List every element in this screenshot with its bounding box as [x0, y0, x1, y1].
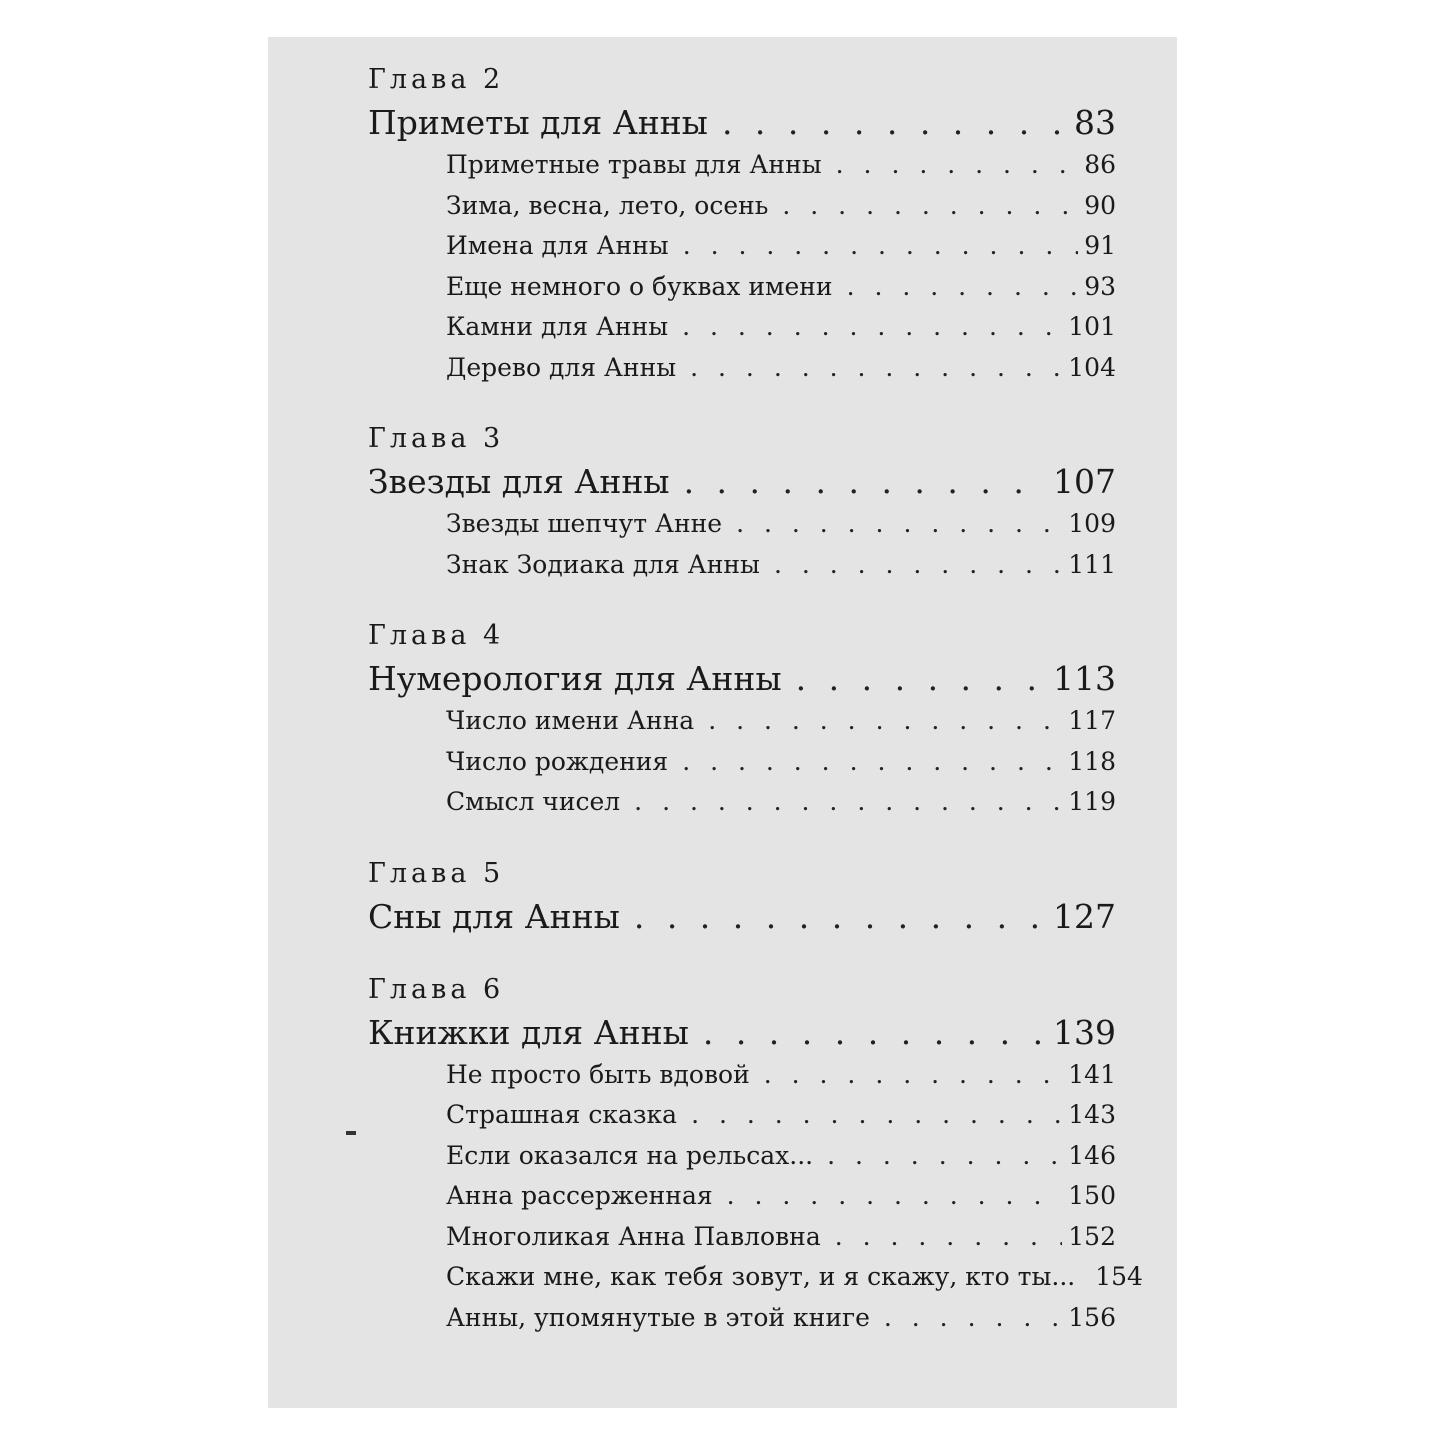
dot-leader — [684, 460, 1047, 504]
section-title: Если оказался на рельсах... — [446, 1140, 814, 1170]
section-entry — [368, 504, 1116, 545]
section-entry — [368, 267, 1116, 308]
section-title: Знак Зодиака для Анны — [446, 549, 760, 579]
chapter-label: Глава 6 — [368, 973, 505, 1005]
dot-leader — [827, 1136, 1062, 1177]
section-title: Не просто быть вдовой — [446, 1059, 750, 1089]
chapter-page-number: 139 — [1053, 1012, 1116, 1052]
toc-chapter — [368, 422, 1116, 585]
section-page-number: 118 — [1068, 746, 1116, 776]
print-mark — [346, 1131, 356, 1135]
chapter-page-number: 113 — [1053, 659, 1116, 698]
section-title: Число имени Анна — [446, 706, 695, 735]
section-title: Дерево для Анны — [446, 352, 677, 382]
chapter-title: Звезды для Анны — [368, 462, 670, 501]
section-title: Скажи мне, как тебя зовут, и я скажу, кто ты... — [446, 1262, 1076, 1291]
dot-leader — [764, 1055, 1063, 1096]
dot-leader — [634, 782, 1062, 823]
section-entry — [368, 1055, 1116, 1096]
chapter-page-number: 83 — [1074, 103, 1116, 142]
chapter-page-number: 127 — [1053, 896, 1116, 936]
section-page-number: 101 — [1068, 312, 1116, 341]
dot-leader — [835, 1217, 1063, 1258]
section-entry — [368, 226, 1116, 267]
section-entry — [368, 545, 1116, 586]
dot-leader — [836, 145, 1079, 186]
toc-chapter — [368, 619, 1116, 823]
section-page-number: 154 — [1095, 1262, 1143, 1291]
chapter-entry — [368, 657, 1116, 701]
section-entry — [368, 348, 1116, 389]
section-page-number: 86 — [1084, 150, 1116, 179]
chapter-label: Глава 2 — [368, 64, 505, 95]
section-title: Приметные травы для Анны — [446, 150, 822, 179]
dot-leader — [691, 1095, 1062, 1136]
chapter-entry — [368, 101, 1116, 145]
chapter-title: Нумерология для Анны — [368, 659, 782, 698]
dot-leader — [682, 742, 1062, 783]
dot-leader — [682, 307, 1062, 348]
section-entry — [368, 1298, 1116, 1339]
section-page-number: 152 — [1068, 1221, 1116, 1251]
dot-leader — [708, 701, 1062, 742]
section-entry — [368, 1257, 1143, 1298]
dot-leader — [722, 101, 1068, 145]
chapter-label: Глава 4 — [368, 620, 505, 651]
section-entry — [368, 1217, 1116, 1258]
section-entry — [368, 307, 1116, 348]
dot-leader — [782, 186, 1078, 227]
section-title: Число рождения — [446, 746, 669, 776]
section-title: Зима, весна, лето, осень — [446, 190, 769, 220]
section-title: Анны, упомянутые в этой книге — [446, 1302, 870, 1332]
section-entry — [368, 782, 1116, 823]
dot-leader — [774, 545, 1062, 586]
section-title: Еще немного о буквах имени — [446, 271, 833, 301]
section-title: Имена для Анны — [446, 231, 669, 260]
section-page-number: 117 — [1068, 706, 1116, 735]
dot-leader — [683, 226, 1078, 267]
chapter-title: Книжки для Анны — [368, 1012, 689, 1052]
dot-leader — [847, 267, 1079, 308]
chapter-entry — [368, 460, 1116, 504]
section-title: Камни для Анны — [446, 312, 669, 341]
dot-leader — [736, 504, 1062, 545]
section-entry — [368, 1176, 1116, 1217]
section-entry — [368, 701, 1116, 742]
section-entry — [368, 186, 1116, 227]
table-of-contents — [368, 63, 1143, 1372]
section-title: Многоликая Анна Павловна — [446, 1221, 821, 1251]
chapter-entry — [368, 895, 1116, 939]
chapter-page-number: 107 — [1053, 462, 1116, 501]
section-title: Анна рассерженная — [446, 1181, 713, 1210]
chapter-label: Глава 3 — [368, 423, 505, 454]
section-page-number: 91 — [1084, 231, 1116, 260]
section-page-number: 156 — [1068, 1302, 1116, 1332]
section-page-number: 109 — [1068, 509, 1116, 538]
section-page-number: 90 — [1084, 190, 1116, 220]
section-title: Страшная сказка — [446, 1100, 678, 1129]
section-page-number: 143 — [1068, 1100, 1116, 1129]
section-page-number: 104 — [1068, 352, 1116, 382]
toc-chapter — [368, 857, 1116, 939]
section-entry — [368, 145, 1116, 186]
section-entry — [368, 1095, 1116, 1136]
section-title: Звезды шепчут Анне — [446, 509, 723, 538]
chapter-label: Глава 5 — [368, 857, 505, 889]
chapter-title: Приметы для Анны — [368, 103, 708, 142]
section-entry — [368, 742, 1116, 783]
dot-leader — [796, 657, 1047, 701]
section-page-number: 150 — [1068, 1181, 1116, 1210]
dot-leader — [703, 1011, 1047, 1055]
chapter-entry — [368, 1011, 1116, 1055]
section-page-number: 146 — [1068, 1140, 1116, 1170]
dot-leader — [727, 1176, 1063, 1217]
dot-leader — [634, 895, 1047, 939]
section-page-number: 111 — [1068, 549, 1116, 579]
dot-leader — [884, 1298, 1062, 1339]
book-page — [268, 37, 1177, 1408]
section-entry — [368, 1136, 1116, 1177]
section-page-number: 93 — [1084, 271, 1116, 301]
section-page-number: 119 — [1068, 787, 1116, 816]
dot-leader — [690, 348, 1062, 389]
toc-chapter — [368, 63, 1116, 388]
section-title: Смысл чисел — [446, 787, 621, 816]
section-page-number: 141 — [1068, 1059, 1116, 1089]
toc-chapter — [368, 973, 1143, 1339]
chapter-title: Сны для Анны — [368, 896, 620, 936]
